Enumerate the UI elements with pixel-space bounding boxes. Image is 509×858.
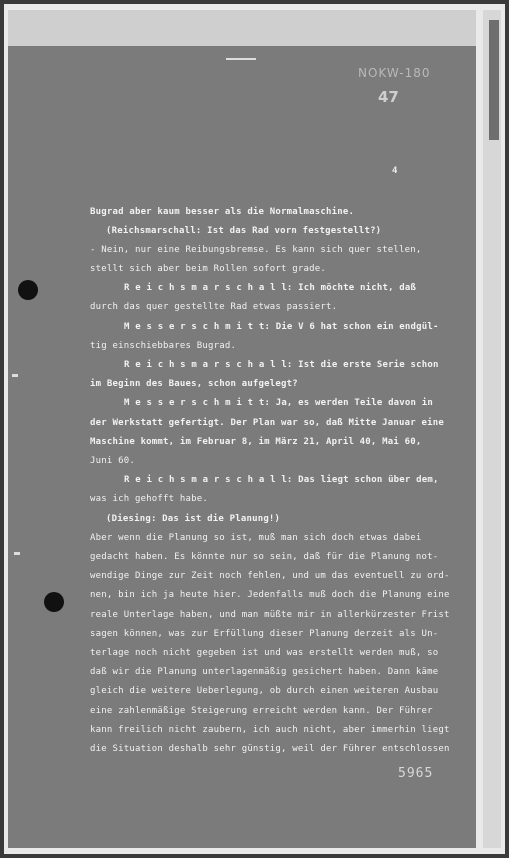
text-line: wendige Dinge zur Zeit noch fehlen, und um das eventuell zu ord- [90, 571, 450, 581]
text-line: reale Unterlage haben, und man müßte mir in allerkürzester Frist [90, 610, 450, 620]
text-line: - Nein, nur eine Reibungsbremse. Es kann sich quer stellen, [90, 245, 422, 255]
text-line: R e i c h s m a r s c h a l l: Ist die erste Serie schon [124, 360, 439, 370]
text-line: eine zahlenmäßige Steigerung erreicht werden kann. Der Führer [90, 706, 433, 716]
text-line: stellt sich aber beim Rollen sofort grade. [90, 264, 326, 274]
archive-code-stamp: NOKW-180 [358, 66, 431, 80]
text-line: im Beginn des Baues, schon aufgelegt? [90, 379, 298, 389]
text-line: tig einschiebbares Bugrad. [90, 341, 237, 351]
text-line: terlage noch nicht gegeben ist und was erstellt werden muß, so [90, 648, 439, 658]
text-line: Juni 60. [90, 456, 135, 466]
text-line: kann freilich nicht zaubern, ich auch nicht, aber immerhin liegt [90, 725, 450, 735]
text-line: Bugrad aber kaum besser als die Normalmaschine. [90, 207, 355, 217]
text-line: Aber wenn die Planung so ist, muß man sich doch etwas dabei [90, 533, 422, 543]
text-line: R e i c h s m a r s c h a l l: Das liegt schon über dem, [124, 475, 439, 485]
text-line: gleich die weitere Ueberlegung, ob durch einen weiteren Ausbau [90, 686, 439, 696]
document-number: 5965 [398, 766, 434, 781]
text-line: nen, bin ich ja heute hier. Jedenfalls muß doch die Planung eine [90, 590, 450, 600]
text-line: R e i c h s m a r s c h a l l: Ich möchte nicht, daß [124, 283, 417, 293]
text-line: sagen können, was zur Erfüllung dieser Planung derzeit als Un- [90, 629, 439, 639]
sheet-number-stamp: 47 [378, 88, 399, 106]
page-marker: 4 [392, 166, 398, 176]
text-line: Maschine kommt, im Februar 8, im März 21, April 40, Mai 60, [90, 437, 422, 447]
text-line: die Situation deshalb sehr günstig, weil der Führer entschlossen [90, 744, 450, 754]
text-line: gedacht haben. Es könnte nur so sein, daß für die Planung not- [90, 552, 439, 562]
text-line: M e s s e r s c h m i t t: Ja, es werden Teile davon in [124, 398, 434, 408]
text-line: was ich gehofft habe. [90, 494, 208, 504]
text-line: (Reichsmarschall: Ist das Rad vorn festgestellt?) [106, 226, 382, 236]
text-line: der Werkstatt gefertigt. Der Plan war so, daß Mitte Januar eine [90, 418, 444, 428]
text-line: M e s s e r s c h m i t t: Die V 6 hat schon ein endgül- [124, 322, 439, 332]
text-line: durch das quer gestellte Rad etwas passiert. [90, 302, 338, 312]
text-line: (Diesing: Das ist die Planung!) [106, 514, 281, 524]
text-line: daß wir die Planung unterlagenmäßig gesichert haben. Dann käme [90, 667, 439, 677]
